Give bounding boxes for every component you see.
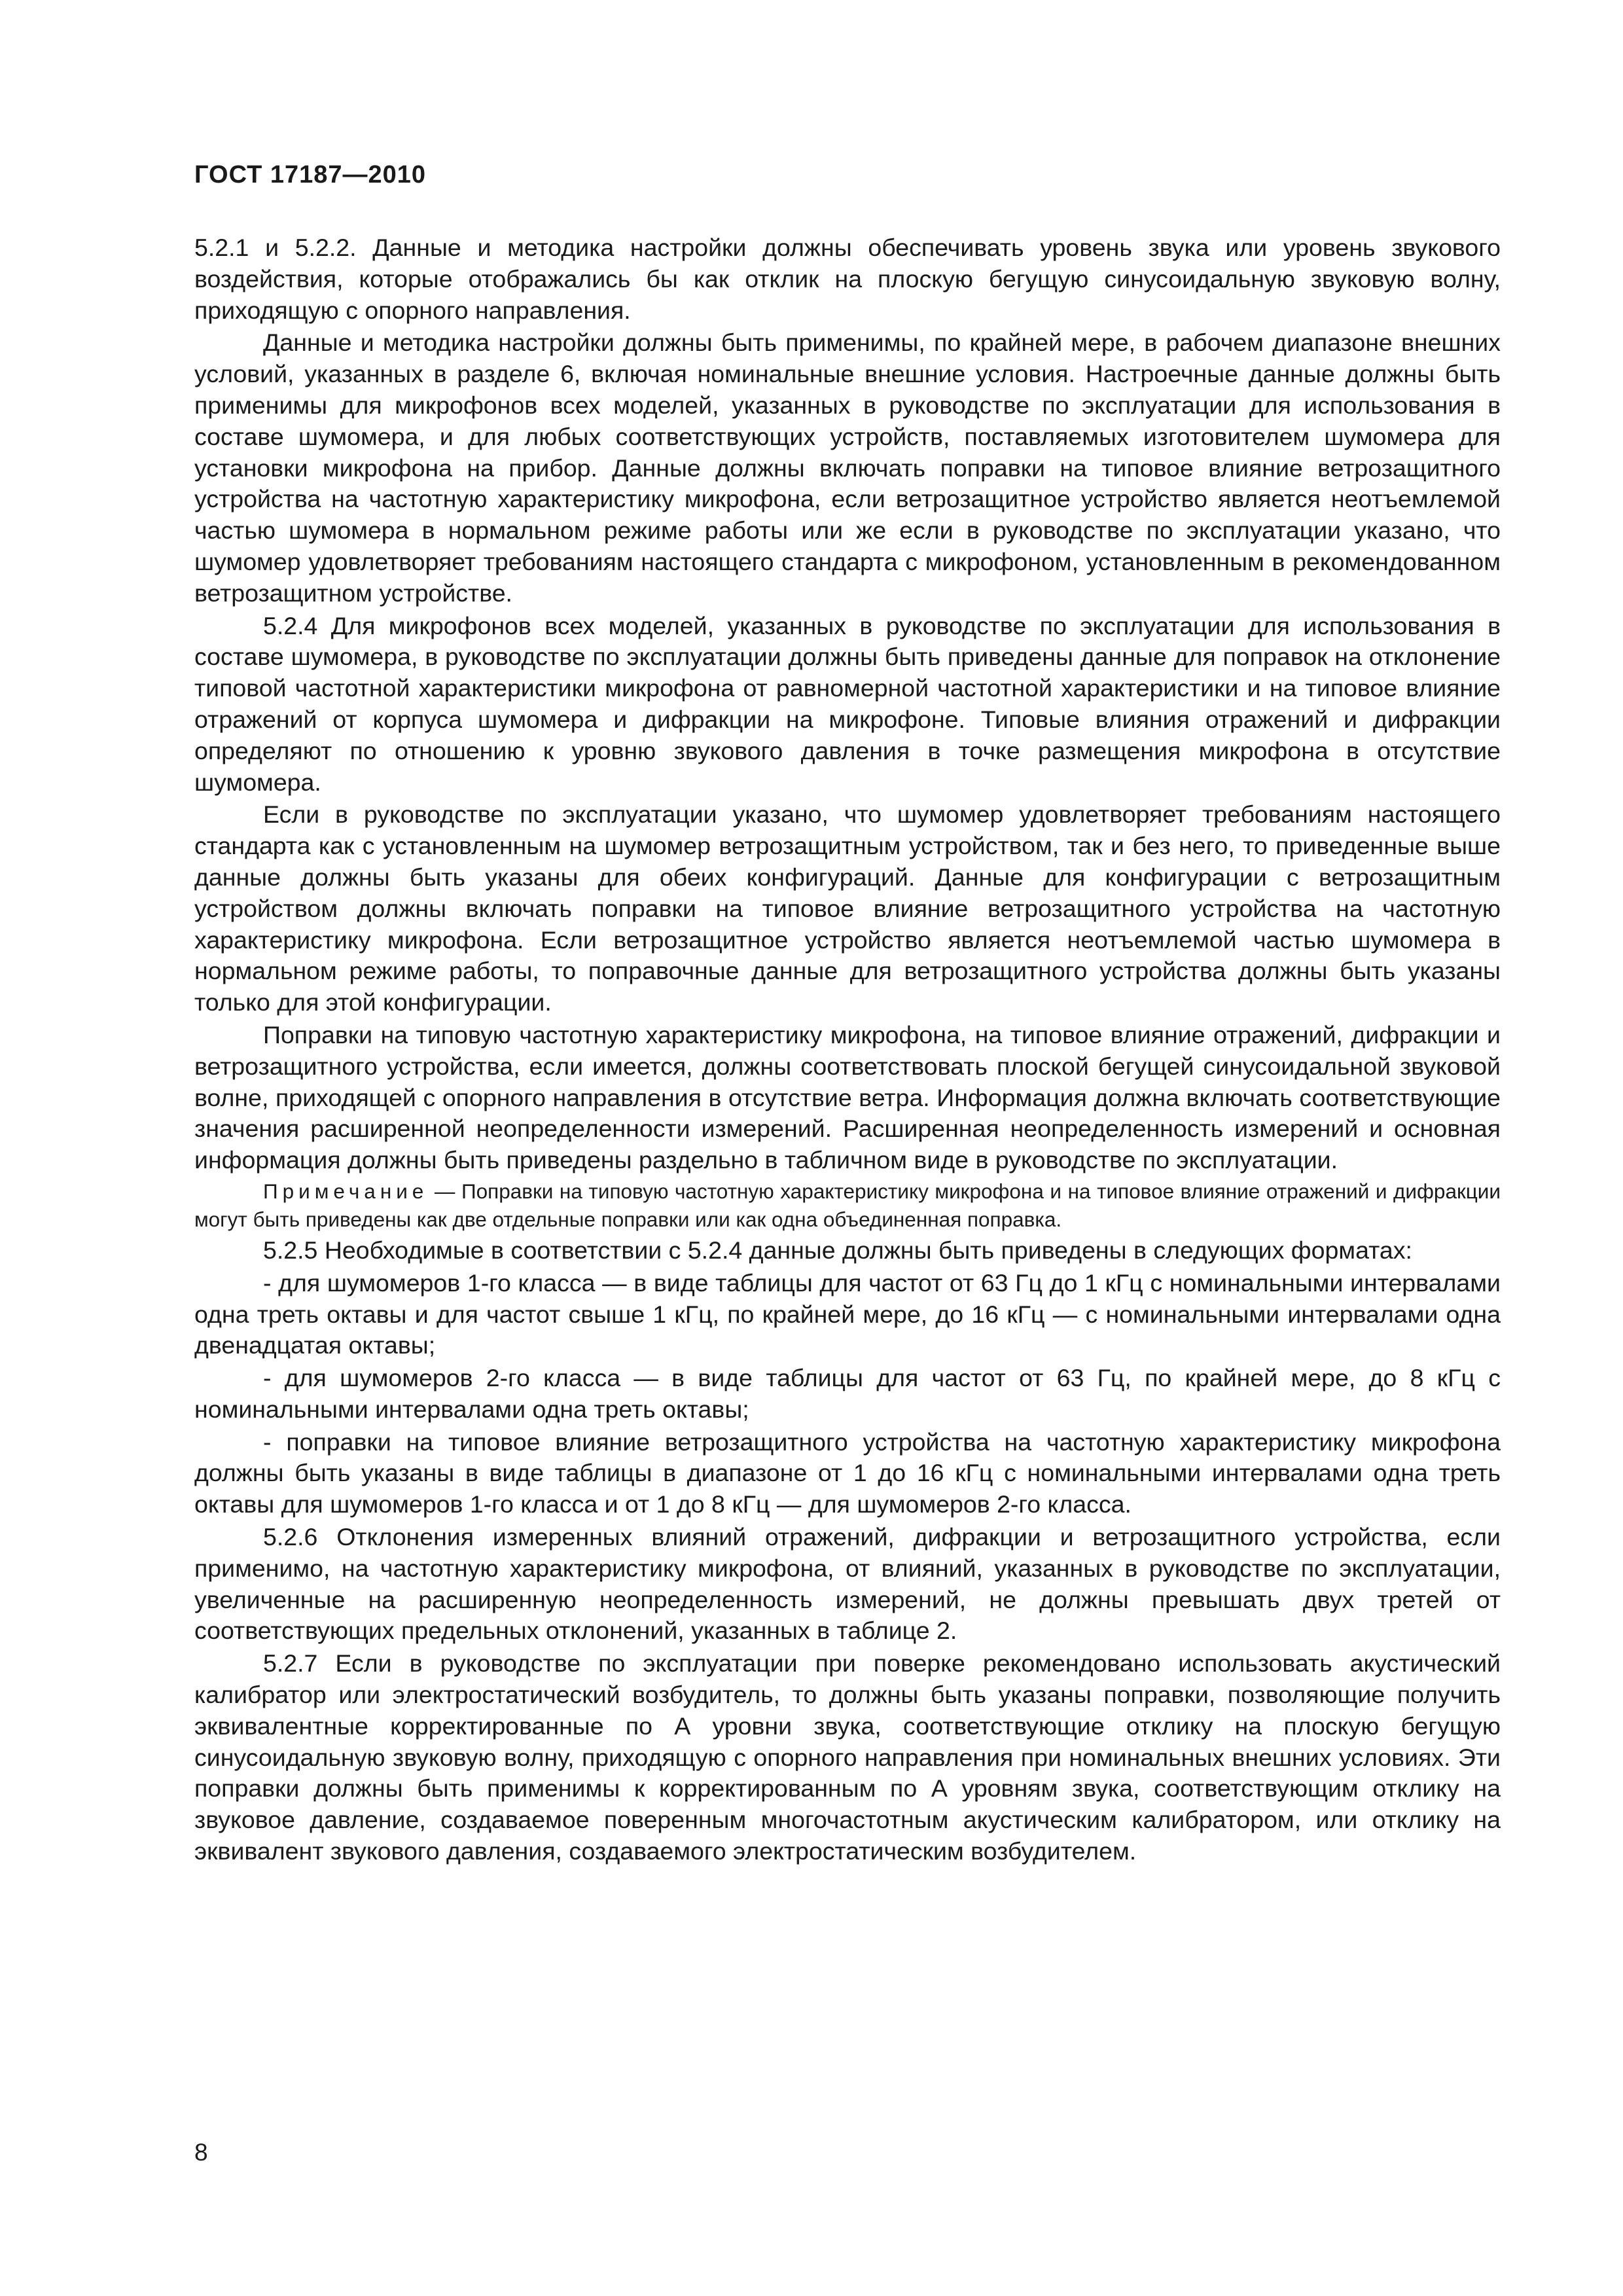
paragraph-data-methodology: Данные и методика настройки должны быть применимы, по крайней мере, в рабочем диапазоне внешних условий, указанных в разделе 6, включая номинальные внешние условия. Настроечные данные должны быть применимы для микрофонов всех моделей, указанных в руководстве по эксплуатации для использования в составе шумомера, и для любых соответствующих устройств, поставляемых изготовителем шумомера для установки микрофона на прибор. Данные должны включать поправки на типовое влияние ветрозащитного устройства на частотную характеристику микрофона, если ветрозащитное устройство является неотъемлемой частью шумомера в нормальном режиме работы или же если в руководстве по эксплуатации указано, что шумомер удовлетворяет требованиям настоящего стандарта с микрофоном, установленным в рекомендованном ветрозащитном устройстве. [194, 329, 1501, 607]
document-header: ГОСТ 17187—2010 [194, 161, 427, 188]
list-item-class-2: - для шумомеров 2-го класса — в виде таблицы для частот от 63 Гц, по крайней мере, до 8 кГц с номинальными интервалами одна треть октавы; [194, 1364, 1501, 1423]
paragraph-5-2-1: 5.2.1 и 5.2.2. Данные и методика настройки должны обеспечивать уровень звука или уровень звукового воздействия, которые отображались бы как отклик на плоскую бегущую синусоидальную звуковую волну, приходящую с опорного направления. [194, 234, 1501, 324]
list-item-windscreen: - поправки на типовое влияние ветрозащитного устройства на частотную характеристику микрофона должны быть указаны в виде таблицы в диапазоне от 1 до 16 кГц с номинальными интервалами одна треть октавы для шумомеров 1-го класса и от 1 до 8 кГц — для шумомеров 2-го класса. [194, 1427, 1501, 1518]
page-number: 8 [194, 2139, 208, 2166]
list-item-class-1: - для шумомеров 1-го класса — в виде таблицы для частот от 63 Гц до 1 кГц с номинальными интервалами одна треть октавы и для частот свыше 1 кГц, по крайней мере, до 16 кГц — с номинальными интервалами одна двенадцатая октавы; [194, 1268, 1501, 1359]
paragraph-5-2-6: 5.2.6 Отклонения измеренных влияний отражений, дифракции и ветрозащитного устройства, если применимо, на частотную характеристику микрофона, от влияний, указанных в руководстве по эксплуатации, увеличенные на расширенную неопределенность измерений, не должны превышать двух третей от соответствующих предельных отклонений, указанных в таблице 2. [194, 1523, 1501, 1645]
paragraph-windscreen-configs: Если в руководстве по эксплуатации указано, что шумомер удовлетворяет требованиям настоящего стандарта как с установленным на шумомер ветрозащитным устройством, так и без него, то приведенные выше данные должны быть указаны для обеих конфигураций. Данные для конфигурации с ветрозащитным устройством должны включать поправки на типовое влияние ветрозащитного устройства на частотную характеристику микрофона. Если ветрозащитное устройство является неотъемлемой частью шумомера в нормальном режиме работы, то поправочные данные для ветрозащитного устройства должны быть указаны только для этой конфигурации. [194, 800, 1501, 1016]
paragraph-corrections: Поправки на типовую частотную характеристику микрофона, на типовое влияние отражений, дифракции и ветрозащитного устройства, если имеется, должны соответствовать плоской бегущей синусоидальной звуковой волне, приходящей с опорного направления в отсутствие ветра. Информация должна включать соответствующие значения расширенной неопределенности измерений. Расширенная неопределенность измерений и основная информация должны быть приведены раздельно в табличном виде в руководстве по эксплуатации. [194, 1020, 1501, 1174]
paragraph-5-2-5: 5.2.5 Необходимые в соответствии с 5.2.4 данные должны быть приведены в следующих форматах: [263, 1236, 1412, 1264]
paragraph-5-2-7: 5.2.7 Если в руководстве по эксплуатации при поверке рекомендовано использовать акустический калибратор или электростатический возбудитель, то должны быть указаны поправки, позволяющие получить эквивалентные корректированные по А уровни звука, соответствующие отклику на плоскую бегущую синусоидальную звуковую волну, приходящую с опорного направления при номинальных внешних условиях. Эти поправки должны быть применимы к корректированным по А уровням звука, соответствующим отклику на звуковое давление, создаваемое поверенным многочастотным акустическим калибратором, или отклику на эквивалент звукового давления, создаваемого электростатическим возбудителем. [194, 1649, 1501, 1865]
note-label: Примечание [263, 1179, 429, 1203]
paragraph-5-2-4: 5.2.4 Для микрофонов всех моделей, указанных в руководстве по эксплуатации для использования в составе шумомера, в руководстве по эксплуатации должны быть приведены данные для поправок на отклонение типовой частотной характеристики микрофона от равномерной частотной характеристики и на типовое влияние отражений от корпуса шумомера и дифракции на микрофоне. Типовые влияния отражений и дифракции определяют по отношению к уровню звукового давления в точке размещения микрофона в отсутствие шумомера. [194, 611, 1501, 796]
document-body [194, 232, 1501, 1869]
note [194, 1177, 1501, 1234]
note-text: — Поправки на типовую частотную характеристику микрофона и на типовое влияние отражений и дифракции могут быть приведены как две отдельные поправки или как одна объединенная поправка. [194, 1179, 1501, 1231]
